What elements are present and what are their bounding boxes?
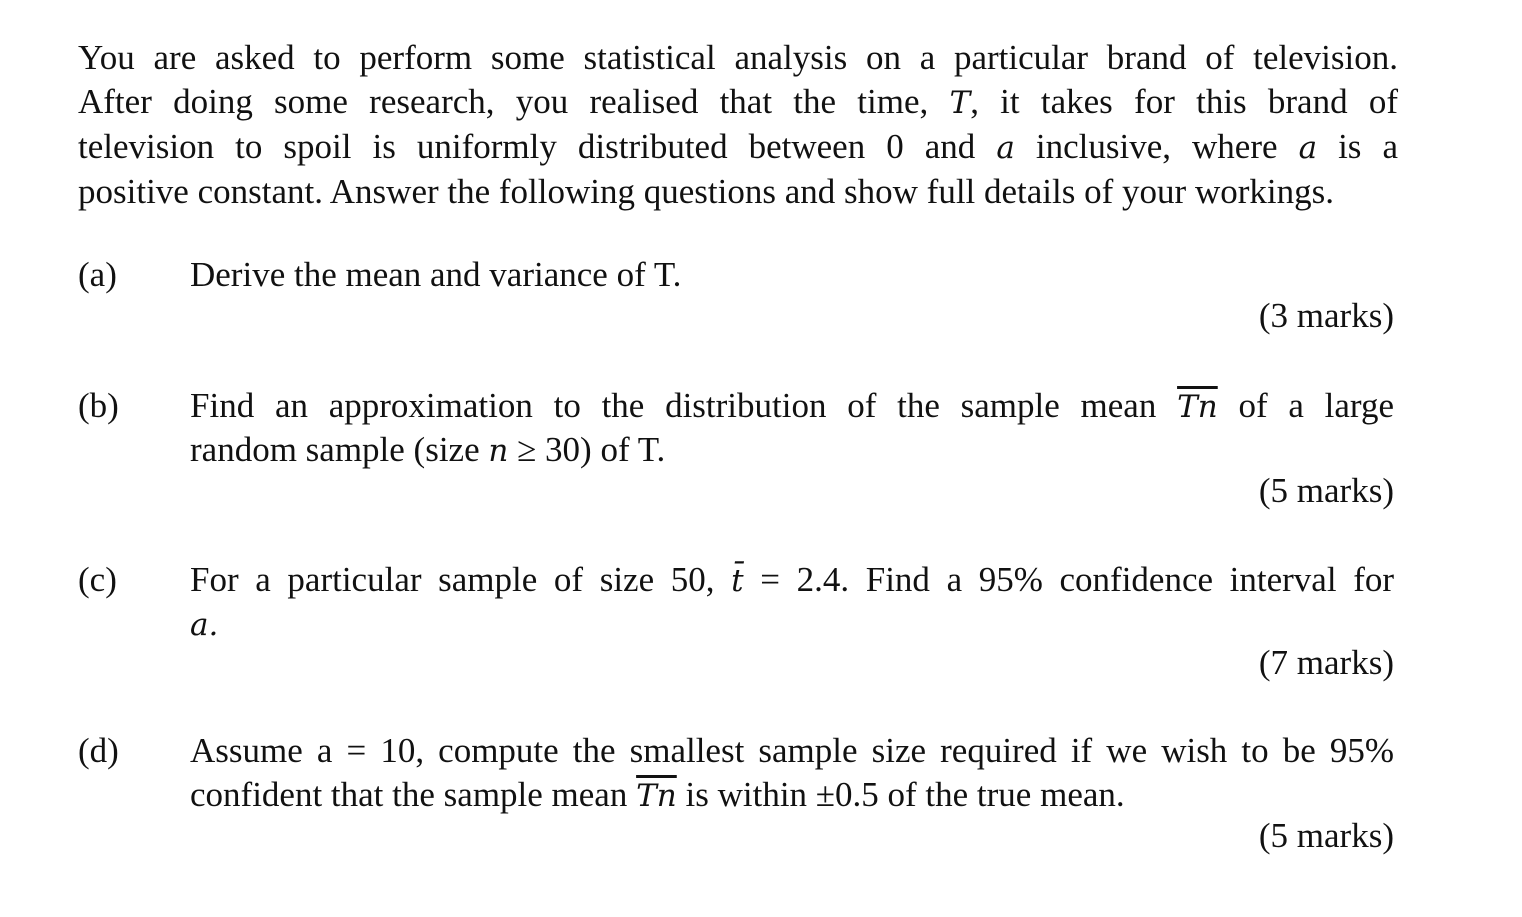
question-c-line-2-text: a. <box>190 607 219 643</box>
variable-n: n <box>488 433 509 469</box>
question-d-line-2 <box>190 773 1394 818</box>
question-b-line-1 <box>190 384 1394 429</box>
variable-T: T <box>949 85 971 121</box>
intro-line-3b: inclusive, where <box>1014 127 1299 166</box>
question-d-marks: (5 marks) <box>1258 816 1394 855</box>
question-d-line-1-text: Assume a = 10, compute the smallest sample size required if we wish to be 95% <box>190 731 1394 770</box>
sample-mean-Tn: $\overline{Tn}$ <box>1177 389 1218 425</box>
intro-line-2a: After doing some research, you realised that the time, <box>78 82 950 121</box>
question-c-line-1b: = 2.4. Find a 95% confidence interval for <box>743 560 1395 599</box>
variable-t-bar: t̄ <box>731 563 744 599</box>
intro-line-4-text: positive constant. Answer the following questions and show full details of your workings. <box>78 172 1334 211</box>
variable-a-2: a <box>1298 130 1318 166</box>
intro-line-2 <box>78 80 1398 125</box>
question-c-line-1 <box>190 558 1394 603</box>
problem-intro <box>78 36 1398 214</box>
question-d-line-2a: confident that the sample mean <box>190 775 637 814</box>
question-c-line-2 <box>190 602 1394 647</box>
intro-line-3a: television to spoil is uniformly distributed between 0 and <box>78 127 997 166</box>
variable-a: a <box>996 130 1015 166</box>
question-b-marks: (5 marks) <box>1258 471 1394 510</box>
question-a-label: (a) <box>78 255 117 294</box>
question-a-text-content: Derive the mean and variance of T. <box>190 255 682 294</box>
question-c-label: (c) <box>78 560 117 599</box>
question-b-line-2b: ≥ 30) of T. <box>508 430 666 469</box>
intro-line-2b: , it takes for this brand of <box>970 82 1398 121</box>
question-b-line-1b: of a large <box>1217 386 1394 425</box>
intro-line-1 <box>78 36 1398 80</box>
intro-line-4 <box>78 170 1398 214</box>
question-c-marks: (7 marks) <box>1258 643 1394 682</box>
question-d-line-2b: is within ±0.5 of the true mean. <box>676 775 1125 814</box>
question-b-line-2 <box>190 428 1394 473</box>
intro-line-3c: is a <box>1317 127 1398 166</box>
question-a-marks: (3 marks) <box>1258 296 1394 335</box>
intro-line-1-text: You are asked to perform some statistical analysis on a particular brand of television. <box>78 38 1398 77</box>
question-a-text <box>190 253 1394 297</box>
question-b-label: (b) <box>78 386 119 425</box>
question-d-line-1 <box>190 729 1394 773</box>
intro-line-3 <box>78 125 1398 170</box>
question-d-label: (d) <box>78 731 119 770</box>
question-b-line-1a: Find an approximation to the distribution of the sample mean <box>190 386 1178 425</box>
question-b-line-2a: random sample (size <box>190 430 489 469</box>
question-c-line-1a: For a particular sample of size 50, <box>190 560 732 599</box>
sample-mean-Tn-2: $\overline{Tn}$ <box>636 778 677 814</box>
